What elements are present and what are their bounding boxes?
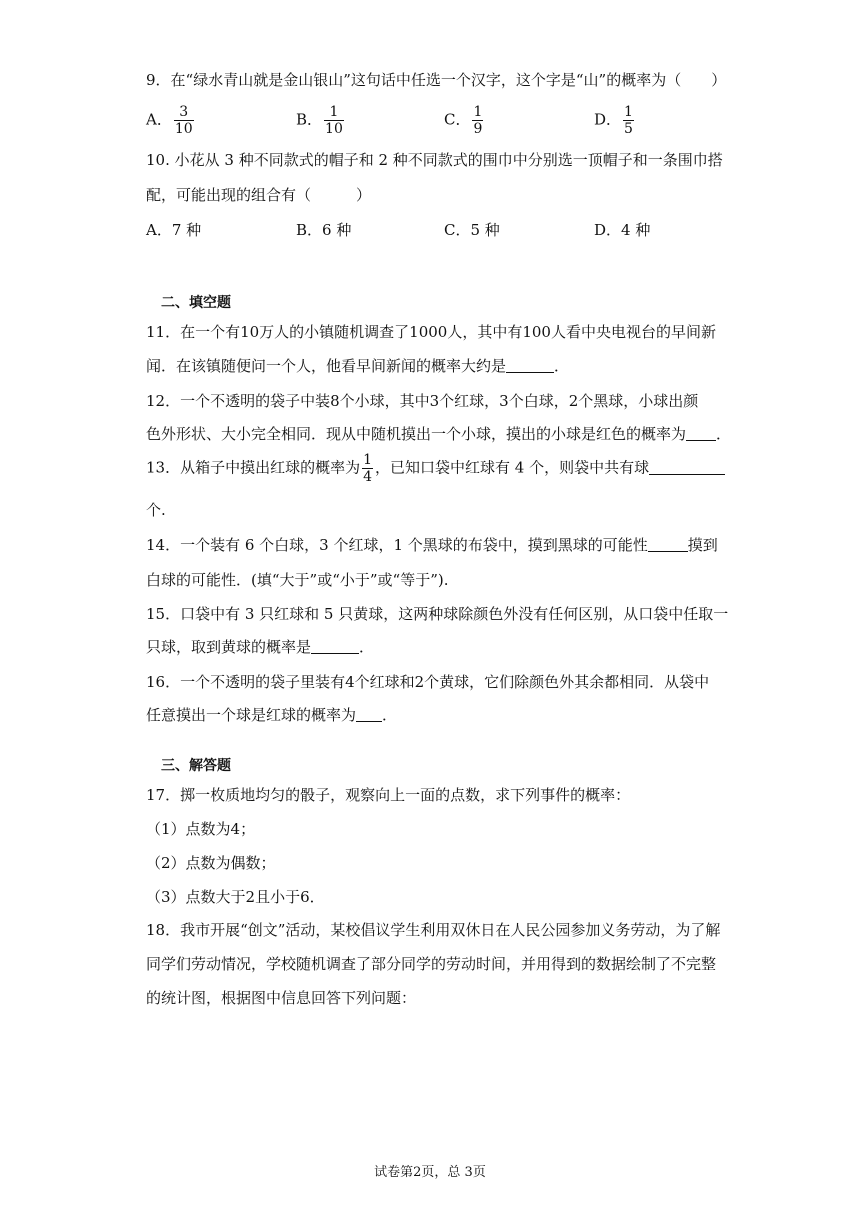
q16-answer-blank[interactable] (356, 707, 382, 722)
q13-answer-blank[interactable] (649, 460, 725, 475)
section-fill-in-blank-heading: 二、填空题 (161, 295, 231, 311)
q17-stem: 17．掷一枚质地均匀的骰子，观察向上一面的点数，求下列事件的概率： (146, 786, 631, 804)
q9-option-d-fraction: $\frac{1}{5}$ (624, 104, 633, 137)
q9-option-a-fraction: $\frac{3}{10}$ (174, 104, 193, 137)
q10-option-d: D．4 种 (594, 221, 651, 239)
q18-line3: 的统计图，根据图中信息回答下列问题： (146, 989, 417, 1007)
q14-line2: 白球的可能性．(填“大于”或“小于”或“等于”). (146, 571, 449, 589)
q13-line1: 13．从箱子中摸出红球的概率为 $\frac{1}{4}$ ，已知口袋中红球有 4 个，则袋中共有球 (146, 452, 725, 485)
q11-answer-blank[interactable] (506, 358, 554, 373)
q15-line2: 只球，取到黄球的概率是 ． (146, 638, 375, 656)
q9-option-c-fraction: $\frac{1}{9}$ (473, 104, 483, 137)
q16-line1: 16．一个不透明的袋子里装有4个红球和2个黄球，它们除颜色外其余都相同．从袋中 (146, 673, 710, 691)
q15-line1: 15．口袋中有 3 只红球和 5 只黄球，这两种球除颜色外没有任何区别，从口袋中任取一 (146, 605, 729, 623)
q10-stem-line1: 10. 小花从 3 种不同款式的帽子和 2 种不同款式的围巾中分别选一顶帽子和一条围巾搭 (146, 151, 723, 169)
q17-part-3: （3）点数大于2且小于6． (146, 888, 325, 906)
q12-line2: 色外形状、大小完全相同．现从中随机摸出一个小球，摸出的小球是红色的概率为 ． (146, 425, 732, 443)
q15-answer-blank[interactable] (311, 639, 359, 654)
q17-part-1: （1）点数为4； (146, 820, 256, 838)
q10-stem-line2: 配，可能出现的组合有（ ） (146, 186, 372, 204)
q9-stem: 9．在“绿水青山就是金山银山”这句话中任选一个汉字，这个字是“山”的概率为（ ） (146, 71, 727, 89)
q10-option-c: C．5 种 (444, 221, 500, 239)
q13-fraction: $\frac{1}{4}$ (363, 452, 373, 485)
q12-answer-blank[interactable] (686, 426, 716, 441)
q11-line2: 闻．在该镇随便问一个人，他看早间新闻的概率大约是 ． (146, 357, 570, 375)
section-solve-heading: 三、解答题 (161, 758, 231, 774)
q14-answer-blank[interactable] (648, 537, 688, 552)
q9-option-b-fraction: $\frac{1}{10}$ (325, 104, 343, 137)
q10-option-b: B．6 种 (296, 221, 352, 239)
q9-option-b: B． $\frac{1}{10}$ (296, 104, 343, 137)
q10-option-a: A．7 种 (146, 221, 202, 239)
q18-line1: 18．我市开展“创文”活动，某校倡议学生利用双休日在人民公园参加义务劳动，为了解 (146, 921, 721, 939)
q9-option-a: A． $\frac{3}{10}$ (146, 104, 193, 137)
page-footer: 试卷第2页，总 3页 (374, 1165, 486, 1180)
q9-option-d: D． $\frac{1}{5}$ (594, 104, 633, 137)
q12-line1: 12．一个不透明的袋子中装8个小球，其中3个红球，3个白球，2个黑球，小球出颜 (146, 392, 699, 410)
q9-option-c: C． $\frac{1}{9}$ (444, 104, 483, 137)
q13-line2: 个. (146, 501, 166, 519)
q11-line1: 11．在一个有10万人的小镇随机调查了1000人，其中有100人看中央电视台的早间新 (146, 323, 716, 341)
q14-line1: 14．一个装有 6 个白球，3 个红球，1 个黑球的布袋中，摸到黑球的可能性 摸到 (146, 536, 718, 554)
q18-line2: 同学们劳动情况，学校随机调查了部分同学的劳动时间，并用得到的数据绘制了不完整 (146, 955, 717, 973)
q17-part-2: （2）点数为偶数； (146, 854, 276, 872)
q16-line2: 任意摸出一个球是红球的概率为 ． (146, 706, 398, 724)
